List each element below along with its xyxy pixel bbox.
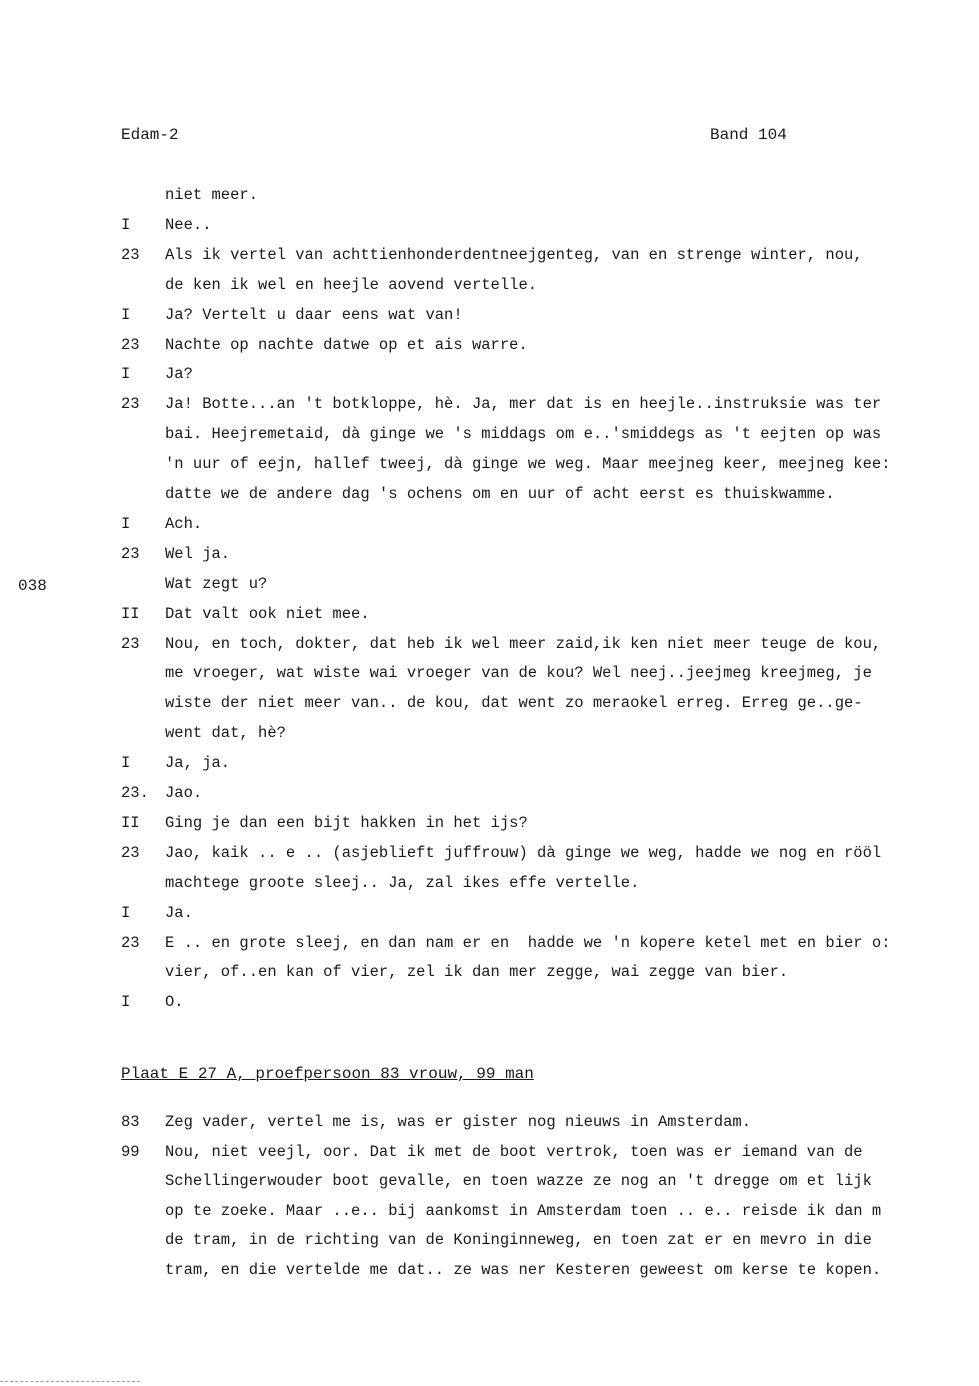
utterance-text: Nee..	[165, 215, 212, 234]
utterance-text: tram, en die vertelde me dat.. ze was ner Kesteren geweest om kerse te kopen.	[165, 1261, 882, 1279]
speaker-label: 23.	[121, 784, 149, 802]
dialogue-line	[0, 904, 979, 934]
speaker-label: 23	[121, 395, 140, 414]
speaker-label: 23	[121, 634, 140, 653]
utterance-text: Als ik vertel van achttienhonderdentneejgenteg, van en strenge winter, nou,	[165, 245, 863, 264]
utterance-text: Dat valt ook niet mee.	[165, 604, 370, 623]
section-title: Plaat E 27 A, proefpersoon 83 vrouw, 99 man	[121, 1065, 534, 1083]
utterance-text: machtege groote sleej.. Ja, zal ikes effe vertelle.	[165, 873, 640, 892]
speaker-label: I	[121, 754, 131, 773]
dialogue-line	[0, 1143, 979, 1173]
dialogue-line	[0, 336, 979, 366]
margin-code: 038	[18, 577, 47, 595]
speaker-label: I	[121, 903, 131, 922]
utterance-text: Zeg vader, vertel me is, was er gister nog nieuws in Amsterdam.	[165, 1113, 751, 1131]
speaker-label: II	[121, 813, 140, 832]
utterance-text: Nachte op nachte datwe op et ais warre.	[165, 335, 528, 354]
speaker-label: I	[121, 305, 131, 324]
dialogue-line	[0, 306, 979, 336]
dialogue-line	[0, 814, 979, 844]
utterance-text: me vroeger, wat wiste wai vroeger van de kou? Wel neej..jeejmeg kreejmeg, je	[165, 664, 872, 683]
dialogue-line	[0, 186, 979, 216]
dialogue-line	[0, 515, 979, 545]
dialogue-line	[0, 934, 979, 964]
dialogue-line	[0, 246, 979, 276]
utterance-text: Jao, kaik .. e .. (asjeblieft juffrouw) dà ginge we weg, hadde we nog en rööl	[165, 843, 882, 862]
speaker-label: I	[121, 514, 131, 533]
speaker-label: 23	[121, 245, 140, 264]
speaker-label: II	[121, 604, 140, 623]
utterance-text: Ach.	[165, 514, 203, 533]
dialogue-line	[0, 365, 979, 395]
utterance-text: Ja, ja.	[165, 754, 231, 773]
utterance-text: Ja?	[165, 365, 193, 384]
utterance-text: Schellingerwouder boot gevalle, en toen wazze ze nog an 't dregge om et lijk	[165, 1172, 872, 1191]
speaker-label: 23	[121, 335, 140, 354]
utterance-text: 'n uur of eejn, hallef tweej, dà ginge we weg. Maar meejneg keer, meejneg kee:	[165, 455, 891, 474]
utterance-text: bai. Heejremetaid, dà ginge we 's middags om e..'smiddegs as 't eejten op was	[165, 425, 882, 444]
utterance-text: Ging je dan een bijt hakken in het ijs?	[165, 813, 528, 832]
utterance-text: Nou, niet veejl, oor. Dat ik met de boot vertrok, toen was er iemand van de	[165, 1142, 863, 1161]
dialogue-line	[0, 1202, 979, 1232]
utterance-text: vier, of..en kan of vier, zel ik dan mer zegge, wai zegge van bier.	[165, 963, 789, 982]
speaker-label: 23	[121, 544, 140, 563]
dialogue-line	[0, 575, 979, 605]
utterance-text: wiste der niet meer van.. de kou, dat went zo meraokel erreg. Erreg ge..ge-	[165, 694, 863, 713]
dialogue-line	[0, 784, 979, 814]
utterance-text: went dat, hè?	[165, 724, 286, 743]
dialogue-line	[0, 216, 979, 246]
speaker-label: 23	[121, 843, 140, 862]
utterance-text: Wel ja.	[165, 544, 231, 563]
utterance-text: Ja.	[165, 903, 193, 922]
dialogue-line	[0, 874, 979, 904]
utterance-text: Wat zegt u?	[165, 574, 268, 593]
dialogue-line	[0, 1261, 979, 1291]
utterance-text: de tram, in de richting van de Koninginneweg, en toen zat er en mevro in die	[165, 1231, 872, 1250]
utterance-text: Ja? Vertelt u daar eens wat van!	[165, 305, 463, 324]
utterance-text: de ken ik wel en heejle aovend vertelle.	[165, 275, 538, 294]
dialogue-line	[0, 545, 979, 575]
speaker-label: 99	[121, 1142, 140, 1161]
dialogue-line	[0, 963, 979, 993]
dialogue-line	[0, 605, 979, 635]
header-left: Edam-2	[121, 126, 179, 144]
dialogue-line	[0, 395, 979, 425]
utterance-text: Jao.	[165, 784, 203, 802]
dialogue-line	[0, 1231, 979, 1261]
dialogue-line	[0, 694, 979, 724]
dialogue-line	[0, 993, 979, 1023]
header-right: Band 104	[710, 126, 787, 144]
footer-rule	[0, 1381, 140, 1382]
utterance-text: datte we de andere dag 's ochens om en uur of acht eerst es thuiskwamme.	[165, 485, 835, 503]
speaker-label: 23	[121, 933, 140, 952]
dialogue-line	[0, 1113, 979, 1143]
utterance-text: Ja! Botte...an 't botkloppe, hè. Ja, mer dat is en heejle..instruksie was ter	[165, 395, 882, 414]
dialogue-line	[0, 1172, 979, 1202]
utterance-text: Nou, en toch, dokter, dat heb ik wel meer zaid,ik ken niet meer teuge de kou,	[165, 634, 882, 653]
dialogue-line	[0, 455, 979, 485]
speaker-label: I	[121, 993, 131, 1012]
dialogue-line	[0, 485, 979, 515]
utterance-text: op te zoeke. Maar ..e.. bij aankomst in Amsterdam toen .. e.. reisde ik dan m	[165, 1201, 882, 1220]
dialogue-line	[0, 425, 979, 455]
dialogue-line	[0, 754, 979, 784]
utterance-text: niet meer.	[165, 186, 259, 204]
utterance-text: O.	[165, 993, 184, 1012]
utterance-text: E .. en grote sleej, en dan nam er en hadde we 'n kopere ketel met en bier o:	[165, 933, 891, 952]
dialogue-line	[0, 844, 979, 874]
speaker-label: I	[121, 215, 131, 234]
dialogue-line	[0, 664, 979, 694]
speaker-label: 83	[121, 1113, 140, 1131]
dialogue-line	[0, 635, 979, 665]
dialogue-line	[0, 276, 979, 306]
dialogue-line	[0, 724, 979, 754]
speaker-label: I	[121, 365, 131, 384]
